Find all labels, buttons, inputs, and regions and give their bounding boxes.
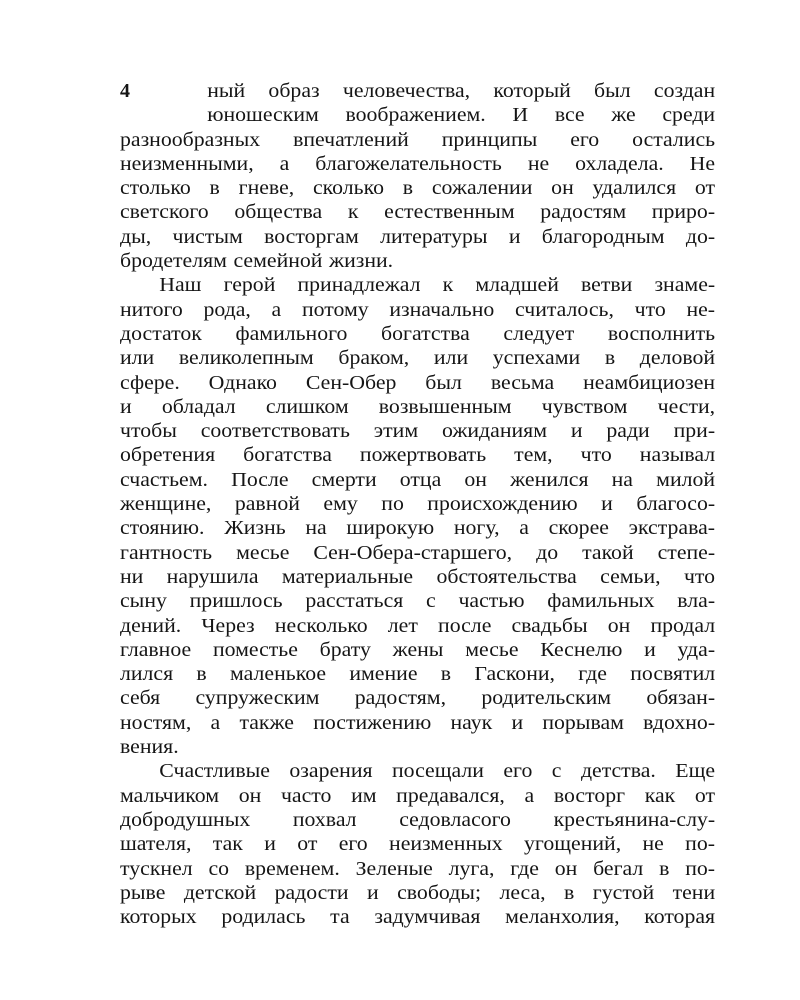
- text-line: мальчиком он часто им предавался, а восторг как от: [120, 784, 716, 807]
- text-line: женщине, равной ему по происхождению и благосо-: [120, 493, 716, 516]
- text-line: ностям, а также постижению наук и порывам вдохно-: [120, 711, 716, 734]
- page-number: 4: [120, 80, 130, 102]
- text-line: сыну пришлось расстаться с частью фамильных вла-: [120, 590, 716, 613]
- text-line: которых родилась та задумчивая меланхолия, которая: [120, 906, 716, 929]
- text-line: и обладал слишком возвышенным чувством чести,: [120, 395, 716, 418]
- text-line: ный образ человечества, который был создан: [207, 80, 716, 102]
- text-column: [120, 79, 715, 929]
- text-line: стоянию. Жизнь на широкую ногу, а скорее экстрава-: [120, 517, 716, 540]
- text-line: обретения богатства пожертвовать тем, что называл: [120, 444, 716, 467]
- text-line: достаток фамильного богатства следует восполнить: [120, 322, 716, 345]
- text-line: себя супружеским радостям, родительским обязан-: [120, 687, 716, 710]
- text-line: Наш герой принадлежал к младшей ветви знаме-: [159, 274, 716, 297]
- text-line: гантность месье Сен-Обера-старшего, до такой степе-: [120, 541, 716, 564]
- text-line: или великолепным браком, или успехами в деловой: [120, 347, 716, 370]
- text-line: столько в гневе, сколько в сожалении он удалился от: [120, 177, 716, 200]
- text-line: нитого рода, а потому изначально считалось, что не-: [120, 298, 716, 321]
- text-line: ни нарушила материальные обстоятельства семьи, что: [120, 565, 716, 588]
- text-line: добродушных похвал седовласого крестьянина-слу-: [120, 808, 716, 831]
- text-line: ды, чистым восторгам литературы и благородным до-: [120, 225, 716, 248]
- text-line: счастьем. После смерти отца он женился на милой: [120, 468, 716, 491]
- text-line: шателя, так и от его неизменных угощений, не по-: [120, 833, 716, 856]
- text-line: дений. Через несколько лет после свадьбы он продал: [120, 614, 716, 637]
- text-line: тускнел со временем. Зеленые луга, где он бегал в по-: [120, 857, 716, 880]
- text-line: юношеским воображением. И все же среди: [207, 104, 716, 127]
- page-body: [120, 79, 715, 929]
- text-line: неизменными, а благожелательность не охладела. Не: [120, 152, 716, 175]
- text-line: главное поместье брату жены месье Кеснелю и уда-: [120, 638, 716, 661]
- text-line: бродетелям семейной жизни.: [120, 250, 394, 273]
- text-line: рыве детской радости и свободы; леса, в густой тени: [120, 881, 716, 904]
- text-line: светского общества к естественным радостям приро-: [120, 201, 716, 224]
- text-line: Счастливые озарения посещали его с детства. Еще: [159, 760, 716, 783]
- text-line: разнообразных впечатлений принципы его остались: [120, 128, 716, 151]
- text-line: чтобы соответствовать этим ожиданиям и ради при-: [120, 420, 716, 443]
- text-line: сфере. Однако Сен-Обер был весьма неамбициозен: [120, 371, 716, 394]
- text-line: лился в маленькое имение в Гаскони, где посвятил: [120, 663, 716, 686]
- text-line: вения.: [120, 736, 179, 759]
